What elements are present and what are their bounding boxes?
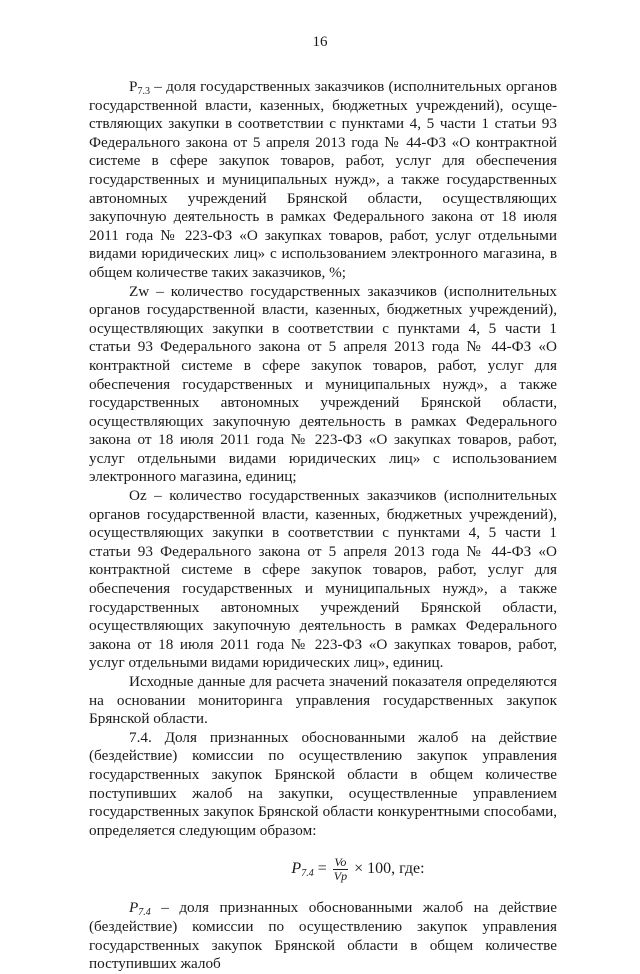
document-body — [89, 78, 557, 974]
formula-p74 — [89, 856, 557, 883]
formula-denominator: Vp — [333, 869, 348, 884]
formula-equals: = — [313, 860, 331, 878]
p73-symbol: P — [129, 78, 138, 95]
paragraph-oz-definition: Oz – количество государственных заказчиков (исполнительных органов государственной власти, казенных, бюджетных учреждений), осуществляющих закупки в соответствии с пунктами 4, 5 части 1 статьи 93 Федерального закона от 5 апреля 2013 года № 44-ФЗ «О контрактной системе в сфере закупок товаров, работ, услуг для обеспечения государственных и муниципальных нужд», а также государственных автономных учреждений Брянской области, осуществляющих закупочную деятельность в рамках Федерального закона от 18 июля 2011 года № 223-ФЗ «О закупках товаров, работ, услуг отдельными видами юридических лиц», единиц. — [89, 487, 557, 672]
p74-symbol: P — [129, 899, 139, 917]
p73-text: – доля государственных заказчиков (исполнительных органов государственной власти, казенных, бюджетных учреждений), осуществляющих закупки в соответствии с пунктами 4, 5 части 1 статьи 93 Федерального закона от 5 апреля 2013 года № 44-ФЗ «О контрактной системе в сфере закупок товаров, работ, услуг для обеспечения государственных и муниципальных нужд», а также государственных автономных учреждений Брянской области, осуществляющих закупочную деятельность в рамках Федерального закона от 18 июля 2011 года № 223-ФЗ «О закупках товаров, работ, услуг отдельными видами юридических лиц» с использованием электронного магазина, в общем количестве таких заказчиков, %; — [89, 78, 557, 281]
formula-multiplier: × 100, где: — [350, 860, 425, 878]
formula-fraction — [333, 856, 348, 883]
formula-numerator: Vo — [334, 855, 347, 870]
paragraph-section-7-4: 7.4. Доля признанных обоснованными жалоб на действие (бездействие) комиссии по осуществлению закупок управления государственных закупок Брянской области в общем количестве поступивших жалоб на закупки, осуществленные управлением государственных закупок Брянской области конкурентными способами, определяется следующим образом: — [89, 728, 557, 839]
paragraph-p74-definition — [89, 899, 557, 973]
paragraph-p73-definition — [89, 78, 557, 283]
paragraph-zw-definition: Zw – количество государственных заказчиков (исполнительных органов государственной власти, казенных, бюджетных учреждений), осуществляющих закупки в соответствии с пунктами 4, 5 части 1 статьи 93 Федерального закона от 5 апреля 2013 года № 44-ФЗ «О контрактной системе в сфере закупок товаров, работ, услуг для обеспечения государственных и муниципальных нужд», а также государственных автономных учреждений Брянской области, осуществляющих закупочную деятельность в рамках Федерального закона от 18 июля 2011 года № 223-ФЗ «О закупках товаров, работ, услуг отдельными видами юридических лиц» с использованием электронного магазина, единиц; — [89, 282, 557, 486]
formula-lhs-symbol: P — [291, 860, 302, 878]
formula-lhs-subscript: 7.4 — [301, 868, 314, 880]
p73-subscript: 7.3 — [137, 86, 150, 97]
p74-subscript: 7.4 — [138, 907, 151, 919]
paragraph-source-data: Исходные данные для расчета значений показателя определяются на основании мониторинга управления государственных закупок Брянской области. — [89, 673, 557, 728]
page-number: 16 — [312, 34, 328, 50]
p74-text: – доля признанных обоснованными жалоб на действие (бездействие) комиссии по осуществлению закупок управления государственных закупок Брянской области в общем количестве поступивших жалоб — [89, 899, 557, 973]
